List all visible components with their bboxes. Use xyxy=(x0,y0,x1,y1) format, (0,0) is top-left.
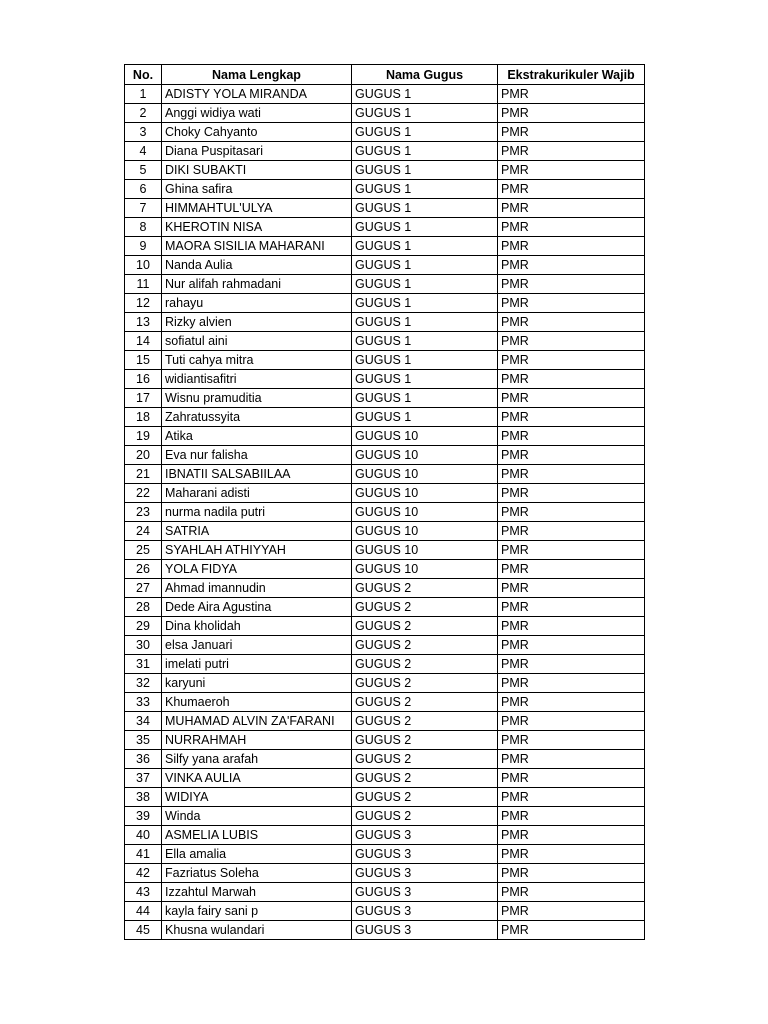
row-nama-gugus: GUGUS 1 xyxy=(352,142,498,161)
row-nama-gugus: GUGUS 10 xyxy=(352,465,498,484)
table-row xyxy=(125,332,645,351)
row-nama-lengkap: ADISTY YOLA MIRANDA xyxy=(162,85,352,104)
row-no: 36 xyxy=(125,750,162,769)
row-nama-gugus: GUGUS 3 xyxy=(352,826,498,845)
row-ekstrakurikuler: PMR xyxy=(498,674,645,693)
row-nama-gugus: GUGUS 1 xyxy=(352,294,498,313)
row-no: 41 xyxy=(125,845,162,864)
row-no: 5 xyxy=(125,161,162,180)
row-nama-lengkap: kayla fairy sani p xyxy=(162,902,352,921)
row-no: 9 xyxy=(125,237,162,256)
row-no: 28 xyxy=(125,598,162,617)
row-nama-lengkap: Tuti cahya mitra xyxy=(162,351,352,370)
row-nama-gugus: GUGUS 1 xyxy=(352,332,498,351)
row-nama-gugus: GUGUS 2 xyxy=(352,788,498,807)
row-ekstrakurikuler: PMR xyxy=(498,769,645,788)
row-no: 43 xyxy=(125,883,162,902)
row-nama-gugus: GUGUS 1 xyxy=(352,180,498,199)
row-nama-gugus: GUGUS 3 xyxy=(352,902,498,921)
row-ekstrakurikuler: PMR xyxy=(498,275,645,294)
table-row xyxy=(125,123,645,142)
row-nama-gugus: GUGUS 10 xyxy=(352,446,498,465)
row-nama-gugus: GUGUS 1 xyxy=(352,256,498,275)
row-ekstrakurikuler: PMR xyxy=(498,826,645,845)
row-ekstrakurikuler: PMR xyxy=(498,921,645,940)
row-nama-lengkap: sofiatul aini xyxy=(162,332,352,351)
row-ekstrakurikuler: PMR xyxy=(498,123,645,142)
row-nama-lengkap: Dede Aira Agustina xyxy=(162,598,352,617)
row-nama-lengkap: Khusna wulandari xyxy=(162,921,352,940)
row-no: 8 xyxy=(125,218,162,237)
roster-sheet xyxy=(124,64,645,940)
table-row xyxy=(125,446,645,465)
row-ekstrakurikuler: PMR xyxy=(498,351,645,370)
row-ekstrakurikuler: PMR xyxy=(498,104,645,123)
row-nama-gugus: GUGUS 1 xyxy=(352,370,498,389)
row-nama-lengkap: Fazriatus Soleha xyxy=(162,864,352,883)
row-nama-gugus: GUGUS 10 xyxy=(352,427,498,446)
row-nama-gugus: GUGUS 2 xyxy=(352,598,498,617)
row-nama-gugus: GUGUS 1 xyxy=(352,389,498,408)
row-no: 26 xyxy=(125,560,162,579)
row-ekstrakurikuler: PMR xyxy=(498,883,645,902)
row-nama-lengkap: SYAHLAH ATHIYYAH xyxy=(162,541,352,560)
row-nama-gugus: GUGUS 2 xyxy=(352,579,498,598)
table-row xyxy=(125,199,645,218)
row-no: 4 xyxy=(125,142,162,161)
row-no: 13 xyxy=(125,313,162,332)
row-no: 23 xyxy=(125,503,162,522)
row-nama-gugus: GUGUS 2 xyxy=(352,769,498,788)
table-row xyxy=(125,541,645,560)
row-nama-gugus: GUGUS 10 xyxy=(352,560,498,579)
row-nama-lengkap: Rizky alvien xyxy=(162,313,352,332)
header-ekstrakurikuler-wajib: Ekstrakurikuler Wajib xyxy=(498,65,645,85)
table-row xyxy=(125,85,645,104)
row-nama-gugus: GUGUS 1 xyxy=(352,351,498,370)
row-nama-gugus: GUGUS 3 xyxy=(352,921,498,940)
header-nama-gugus: Nama Gugus xyxy=(352,65,498,85)
row-ekstrakurikuler: PMR xyxy=(498,180,645,199)
row-nama-gugus: GUGUS 1 xyxy=(352,123,498,142)
table-row xyxy=(125,275,645,294)
row-nama-lengkap: NURRAHMAH xyxy=(162,731,352,750)
row-no: 31 xyxy=(125,655,162,674)
row-ekstrakurikuler: PMR xyxy=(498,579,645,598)
header-nama-lengkap: Nama Lengkap xyxy=(162,65,352,85)
row-no: 1 xyxy=(125,85,162,104)
row-ekstrakurikuler: PMR xyxy=(498,85,645,104)
table-row xyxy=(125,104,645,123)
row-nama-gugus: GUGUS 2 xyxy=(352,636,498,655)
row-nama-lengkap: Maharani adisti xyxy=(162,484,352,503)
table-row xyxy=(125,294,645,313)
row-nama-gugus: GUGUS 1 xyxy=(352,275,498,294)
row-nama-lengkap: Nanda Aulia xyxy=(162,256,352,275)
row-no: 19 xyxy=(125,427,162,446)
row-ekstrakurikuler: PMR xyxy=(498,636,645,655)
table-row xyxy=(125,218,645,237)
row-ekstrakurikuler: PMR xyxy=(498,256,645,275)
row-ekstrakurikuler: PMR xyxy=(498,655,645,674)
row-nama-lengkap: DIKI SUBAKTI xyxy=(162,161,352,180)
row-nama-lengkap: Nur alifah rahmadani xyxy=(162,275,352,294)
table-row xyxy=(125,921,645,940)
row-nama-lengkap: Ahmad imannudin xyxy=(162,579,352,598)
row-ekstrakurikuler: PMR xyxy=(498,408,645,427)
row-ekstrakurikuler: PMR xyxy=(498,370,645,389)
row-ekstrakurikuler: PMR xyxy=(498,427,645,446)
row-nama-lengkap: VINKA AULIA xyxy=(162,769,352,788)
row-no: 38 xyxy=(125,788,162,807)
roster-body xyxy=(125,85,645,940)
row-ekstrakurikuler: PMR xyxy=(498,446,645,465)
header-no: No. xyxy=(125,65,162,85)
table-row xyxy=(125,788,645,807)
row-no: 16 xyxy=(125,370,162,389)
table-row xyxy=(125,712,645,731)
row-nama-lengkap: widiantisafitri xyxy=(162,370,352,389)
row-nama-lengkap: MUHAMAD ALVIN ZA'FARANI xyxy=(162,712,352,731)
row-no: 29 xyxy=(125,617,162,636)
row-nama-gugus: GUGUS 1 xyxy=(352,313,498,332)
row-ekstrakurikuler: PMR xyxy=(498,598,645,617)
table-row xyxy=(125,845,645,864)
row-no: 2 xyxy=(125,104,162,123)
row-ekstrakurikuler: PMR xyxy=(498,712,645,731)
table-row xyxy=(125,522,645,541)
row-nama-gugus: GUGUS 1 xyxy=(352,237,498,256)
row-nama-gugus: GUGUS 2 xyxy=(352,750,498,769)
row-nama-gugus: GUGUS 10 xyxy=(352,484,498,503)
row-no: 15 xyxy=(125,351,162,370)
row-no: 21 xyxy=(125,465,162,484)
row-no: 34 xyxy=(125,712,162,731)
row-nama-gugus: GUGUS 1 xyxy=(352,199,498,218)
table-row xyxy=(125,731,645,750)
row-no: 17 xyxy=(125,389,162,408)
row-ekstrakurikuler: PMR xyxy=(498,199,645,218)
row-ekstrakurikuler: PMR xyxy=(498,522,645,541)
table-row xyxy=(125,636,645,655)
row-ekstrakurikuler: PMR xyxy=(498,845,645,864)
row-nama-lengkap: Winda xyxy=(162,807,352,826)
row-ekstrakurikuler: PMR xyxy=(498,161,645,180)
row-no: 40 xyxy=(125,826,162,845)
table-row xyxy=(125,617,645,636)
row-nama-lengkap: YOLA FIDYA xyxy=(162,560,352,579)
row-nama-lengkap: Zahratussyita xyxy=(162,408,352,427)
row-nama-lengkap: Ghina safira xyxy=(162,180,352,199)
row-no: 22 xyxy=(125,484,162,503)
table-row xyxy=(125,560,645,579)
row-nama-lengkap: Ella amalia xyxy=(162,845,352,864)
row-no: 7 xyxy=(125,199,162,218)
row-ekstrakurikuler: PMR xyxy=(498,218,645,237)
row-ekstrakurikuler: PMR xyxy=(498,465,645,484)
row-no: 3 xyxy=(125,123,162,142)
table-row xyxy=(125,598,645,617)
row-nama-gugus: GUGUS 3 xyxy=(352,845,498,864)
table-row xyxy=(125,826,645,845)
table-row xyxy=(125,427,645,446)
table-row xyxy=(125,655,645,674)
row-no: 37 xyxy=(125,769,162,788)
row-nama-lengkap: WIDIYA xyxy=(162,788,352,807)
row-nama-gugus: GUGUS 1 xyxy=(352,85,498,104)
row-no: 39 xyxy=(125,807,162,826)
row-no: 44 xyxy=(125,902,162,921)
row-nama-lengkap: IBNATII SALSABIILAA xyxy=(162,465,352,484)
row-nama-lengkap: Eva nur falisha xyxy=(162,446,352,465)
table-row xyxy=(125,351,645,370)
student-roster-table xyxy=(124,64,645,940)
row-no: 10 xyxy=(125,256,162,275)
row-no: 18 xyxy=(125,408,162,427)
row-nama-lengkap: Atika xyxy=(162,427,352,446)
row-ekstrakurikuler: PMR xyxy=(498,541,645,560)
row-ekstrakurikuler: PMR xyxy=(498,389,645,408)
row-nama-lengkap: Silfy yana arafah xyxy=(162,750,352,769)
row-nama-lengkap: HIMMAHTUL'ULYA xyxy=(162,199,352,218)
row-nama-gugus: GUGUS 10 xyxy=(352,541,498,560)
row-ekstrakurikuler: PMR xyxy=(498,503,645,522)
row-no: 35 xyxy=(125,731,162,750)
row-nama-lengkap: ASMELIA LUBIS xyxy=(162,826,352,845)
row-nama-lengkap: rahayu xyxy=(162,294,352,313)
row-no: 32 xyxy=(125,674,162,693)
row-nama-gugus: GUGUS 2 xyxy=(352,617,498,636)
table-row xyxy=(125,883,645,902)
row-no: 11 xyxy=(125,275,162,294)
table-row xyxy=(125,750,645,769)
row-nama-lengkap: Choky Cahyanto xyxy=(162,123,352,142)
table-row xyxy=(125,408,645,427)
row-ekstrakurikuler: PMR xyxy=(498,332,645,351)
row-no: 25 xyxy=(125,541,162,560)
table-row xyxy=(125,693,645,712)
row-nama-lengkap: KHEROTIN NISA xyxy=(162,218,352,237)
row-ekstrakurikuler: PMR xyxy=(498,142,645,161)
row-ekstrakurikuler: PMR xyxy=(498,484,645,503)
row-ekstrakurikuler: PMR xyxy=(498,617,645,636)
row-no: 42 xyxy=(125,864,162,883)
row-ekstrakurikuler: PMR xyxy=(498,313,645,332)
table-row xyxy=(125,237,645,256)
row-nama-gugus: GUGUS 1 xyxy=(352,104,498,123)
table-row xyxy=(125,180,645,199)
row-ekstrakurikuler: PMR xyxy=(498,807,645,826)
table-row xyxy=(125,256,645,275)
row-no: 20 xyxy=(125,446,162,465)
row-no: 33 xyxy=(125,693,162,712)
row-nama-gugus: GUGUS 1 xyxy=(352,218,498,237)
row-nama-gugus: GUGUS 2 xyxy=(352,807,498,826)
table-row xyxy=(125,370,645,389)
table-row xyxy=(125,161,645,180)
row-ekstrakurikuler: PMR xyxy=(498,750,645,769)
row-no: 45 xyxy=(125,921,162,940)
row-nama-lengkap: imelati putri xyxy=(162,655,352,674)
row-no: 30 xyxy=(125,636,162,655)
row-nama-gugus: GUGUS 3 xyxy=(352,864,498,883)
row-nama-lengkap: SATRIA xyxy=(162,522,352,541)
row-nama-gugus: GUGUS 2 xyxy=(352,674,498,693)
row-nama-gugus: GUGUS 2 xyxy=(352,693,498,712)
row-nama-gugus: GUGUS 3 xyxy=(352,883,498,902)
row-nama-lengkap: Anggi widiya wati xyxy=(162,104,352,123)
row-no: 14 xyxy=(125,332,162,351)
row-nama-gugus: GUGUS 2 xyxy=(352,712,498,731)
row-nama-lengkap: Izzahtul Marwah xyxy=(162,883,352,902)
row-ekstrakurikuler: PMR xyxy=(498,902,645,921)
table-row xyxy=(125,389,645,408)
table-row xyxy=(125,503,645,522)
table-row xyxy=(125,807,645,826)
row-nama-gugus: GUGUS 1 xyxy=(352,408,498,427)
row-nama-lengkap: Diana Puspitasari xyxy=(162,142,352,161)
table-row xyxy=(125,579,645,598)
row-no: 6 xyxy=(125,180,162,199)
row-ekstrakurikuler: PMR xyxy=(498,788,645,807)
row-nama-gugus: GUGUS 1 xyxy=(352,161,498,180)
row-nama-gugus: GUGUS 10 xyxy=(352,522,498,541)
row-no: 24 xyxy=(125,522,162,541)
row-nama-lengkap: Khumaeroh xyxy=(162,693,352,712)
row-nama-gugus: GUGUS 2 xyxy=(352,731,498,750)
header-row xyxy=(125,65,645,85)
row-nama-lengkap: karyuni xyxy=(162,674,352,693)
table-row xyxy=(125,465,645,484)
row-nama-lengkap: Wisnu pramuditia xyxy=(162,389,352,408)
row-nama-lengkap: elsa Januari xyxy=(162,636,352,655)
table-row xyxy=(125,769,645,788)
row-nama-lengkap: MAORA SISILIA MAHARANI xyxy=(162,237,352,256)
row-ekstrakurikuler: PMR xyxy=(498,560,645,579)
row-ekstrakurikuler: PMR xyxy=(498,237,645,256)
table-row xyxy=(125,864,645,883)
row-nama-lengkap: Dina kholidah xyxy=(162,617,352,636)
table-row xyxy=(125,484,645,503)
table-row xyxy=(125,313,645,332)
table-row xyxy=(125,142,645,161)
table-row xyxy=(125,902,645,921)
row-ekstrakurikuler: PMR xyxy=(498,693,645,712)
table-row xyxy=(125,674,645,693)
row-no: 12 xyxy=(125,294,162,313)
row-nama-gugus: GUGUS 2 xyxy=(352,655,498,674)
row-ekstrakurikuler: PMR xyxy=(498,864,645,883)
row-ekstrakurikuler: PMR xyxy=(498,294,645,313)
row-nama-lengkap: nurma nadila putri xyxy=(162,503,352,522)
row-ekstrakurikuler: PMR xyxy=(498,731,645,750)
row-no: 27 xyxy=(125,579,162,598)
row-nama-gugus: GUGUS 10 xyxy=(352,503,498,522)
